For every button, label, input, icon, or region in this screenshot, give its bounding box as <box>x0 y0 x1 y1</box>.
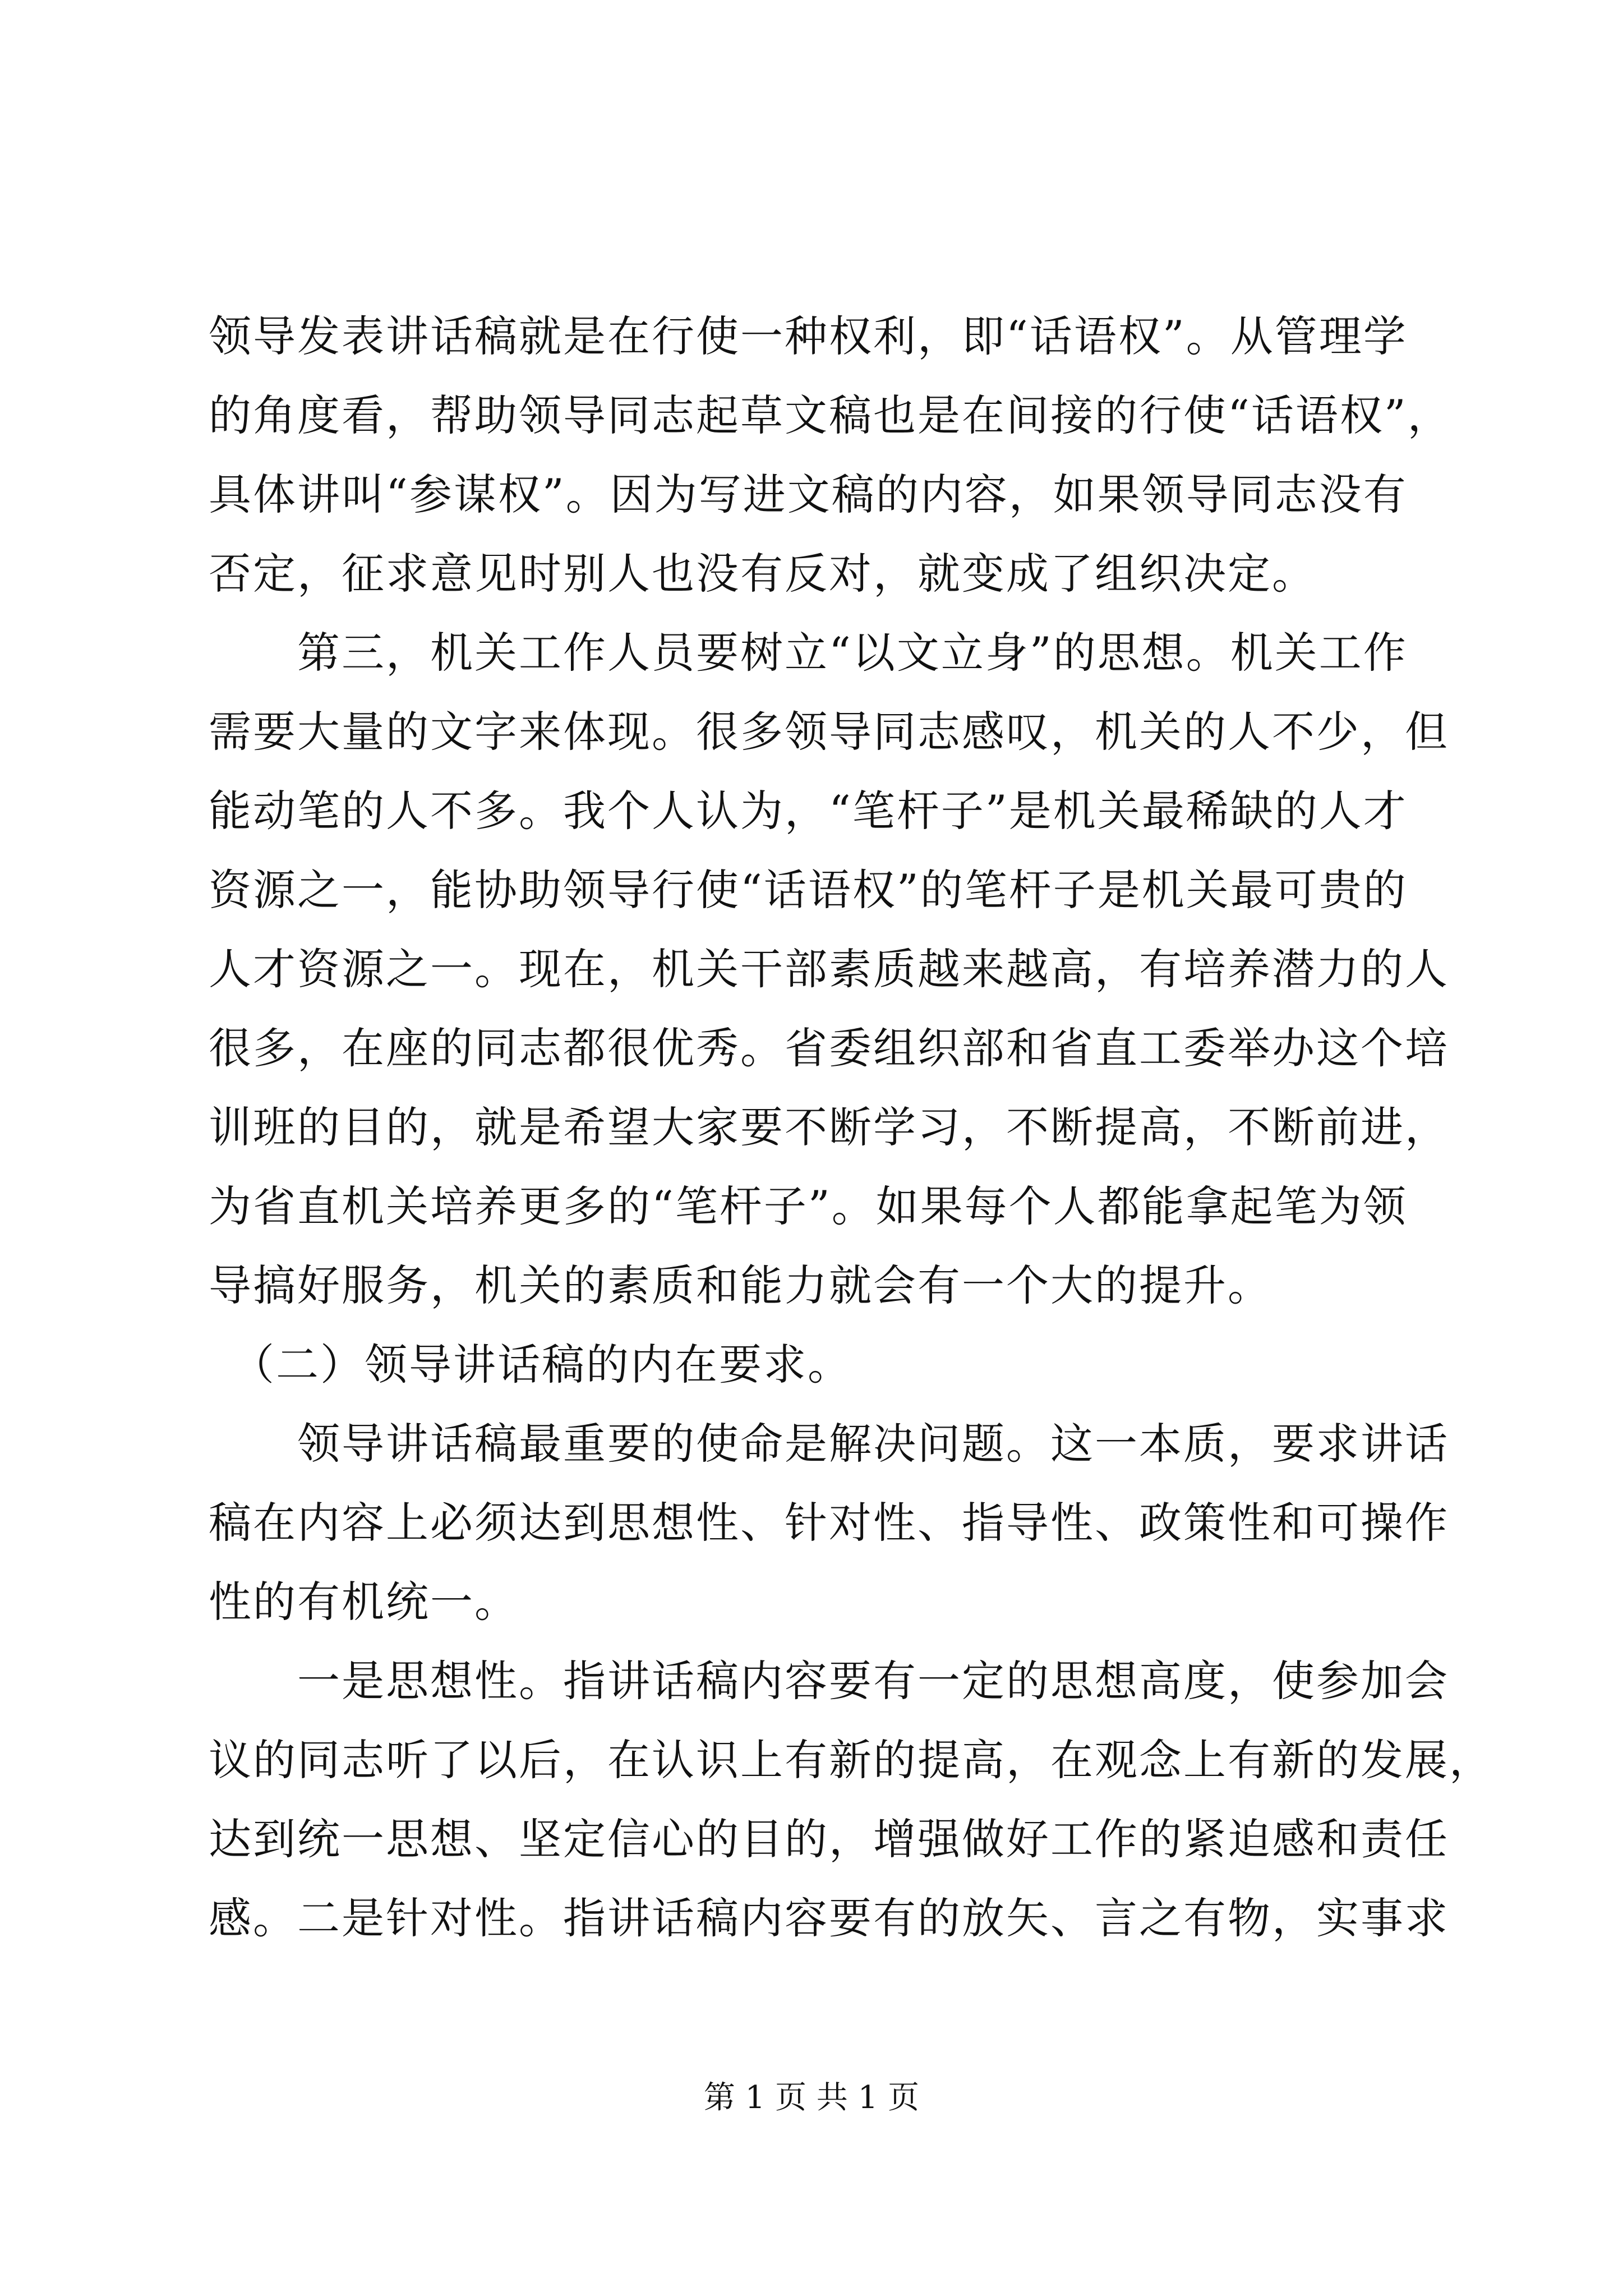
text-line: 为省直机关培养更多的“笔杆子”。如果每个人都能拿起笔为领 <box>209 1181 1408 1231</box>
text-line: 领导发表讲话稿就是在行使一种权利，即“话语权”。从管理学 <box>209 311 1408 361</box>
text-line: 性的有机统一。 <box>209 1577 519 1627</box>
text-line: 导搞好服务，机关的素质和能力就会有一个大的提升。 <box>209 1260 1272 1310</box>
text-line: 达到统一思想、坚定信心的目的，增强做好工作的紧迫感和责任 <box>209 1814 1449 1864</box>
text-line: 的角度看，帮助领导同志起草文稿也是在间接的行使“话语权”， <box>209 390 1452 440</box>
text-line: 感。二是针对性。指讲话稿内容要有的放矢、言之有物，实事求 <box>209 1893 1449 1943</box>
text-line: 训班的目的，就是希望大家要不断学习，不断提高，不断前进， <box>209 1102 1449 1152</box>
text-line: 需要大量的文字来体现。很多领导同志感叹，机关的人不少，但 <box>209 707 1449 757</box>
text-line: 一是思想性。指讲话稿内容要有一定的思想高度，使参加会 <box>209 1656 1449 1706</box>
text-line: 人才资源之一。现在，机关干部素质越来越高，有培养潜力的人 <box>209 944 1449 994</box>
text-line: 资源之一，能协助领导行使“话语权”的笔杆子是机关最可贵的 <box>209 865 1408 915</box>
text-line: 议的同志听了以后，在认识上有新的提高，在观念上有新的发展， <box>209 1735 1493 1785</box>
text-line: 领导讲话稿最重要的使命是解决问题。这一本质，要求讲话 <box>209 1419 1449 1469</box>
text-line: 能动笔的人不多。我个人认为，“笔杆子”是机关最稀缺的人才 <box>209 786 1408 836</box>
page-footer: 第 1 页 共 1 页 <box>703 2079 920 2116</box>
text-line: 否定，征求意见时别人也没有反对，就变成了组织决定。 <box>209 549 1316 599</box>
text-line: 第三，机关工作人员要树立“以文立身”的思想。机关工作 <box>209 628 1408 678</box>
text-line: 稿在内容上必须达到思想性、针对性、指导性、政策性和可操作 <box>209 1498 1449 1548</box>
text-line: 很多，在座的同志都很优秀。省委组织部和省直工委举办这个培 <box>209 1023 1449 1073</box>
section-heading: （二）领导讲话稿的内在要求。 <box>209 1340 852 1389</box>
text-line: 具体讲叫“参谋权”。因为写进文稿的内容，如果领导同志没有 <box>209 470 1408 519</box>
